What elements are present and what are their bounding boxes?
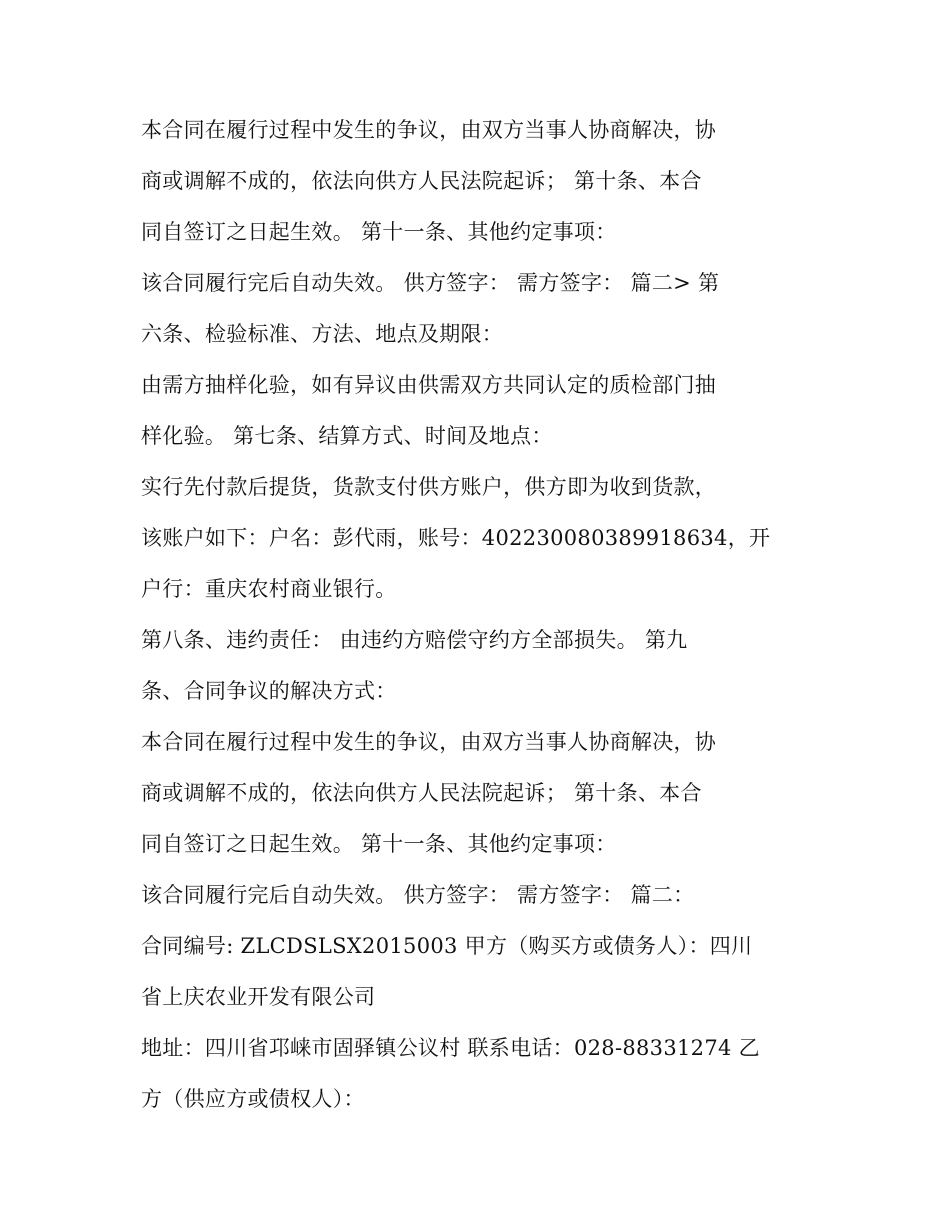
text-line: 户行：重庆农村商业银行。 [141,577,397,601]
text-line: 地址：四川省邛崃市固驿镇公议村 联系电话：028-88331274 乙 [141,1036,760,1060]
text-line: 该账户如下：户名：彭代雨，账号：402230080389918634，开 [141,526,771,550]
text-line: 商或调解不成的，依法向供方人民法院起诉； 第十条、本合 [141,781,702,805]
text-line: 由需方抽样化验，如有异议由供需双方共同认定的质检部门抽 [141,373,717,397]
text-line: 样化验。 第七条、结算方式、时间及地点： [141,424,553,448]
text-line: 合同编号: ZLCDSLSX2015003 甲方（购买方或债务人）：四川 [141,934,753,958]
text-line: 本合同在履行过程中发生的争议，由双方当事人协商解决，协 [141,730,717,754]
document-body [141,109,841,1129]
text-line: 本合同在履行过程中发生的争议，由双方当事人协商解决，协 [141,118,717,142]
text-line: 同自签订之日起生效。 第十一条、其他约定事项： [141,220,617,244]
text-line: 同自签订之日起生效。 第十一条、其他约定事项： [141,832,617,856]
text-line: 该合同履行完后自动失效。 供方签字： 需方签字： 篇二> 第 [141,271,720,295]
text-line: 省上庆农业开发有限公司 [141,985,376,1009]
text-line: 实行先付款后提货，货款支付供方账户，供方即为收到货款， [141,475,717,499]
text-line: 该合同履行完后自动失效。 供方签字： 需方签字： 篇二： [141,883,695,907]
text-line: 方（供应方或债权人）： [141,1087,365,1111]
text-line: 六条、检验标准、方法、地点及期限： [141,322,504,346]
text-line: 条、合同争议的解决方式： [141,679,397,703]
text-line: 商或调解不成的，依法向供方人民法院起诉； 第十条、本合 [141,169,702,193]
text-line: 第八条、违约责任： 由违约方赔偿守约方全部损失。 第九 [141,628,688,652]
